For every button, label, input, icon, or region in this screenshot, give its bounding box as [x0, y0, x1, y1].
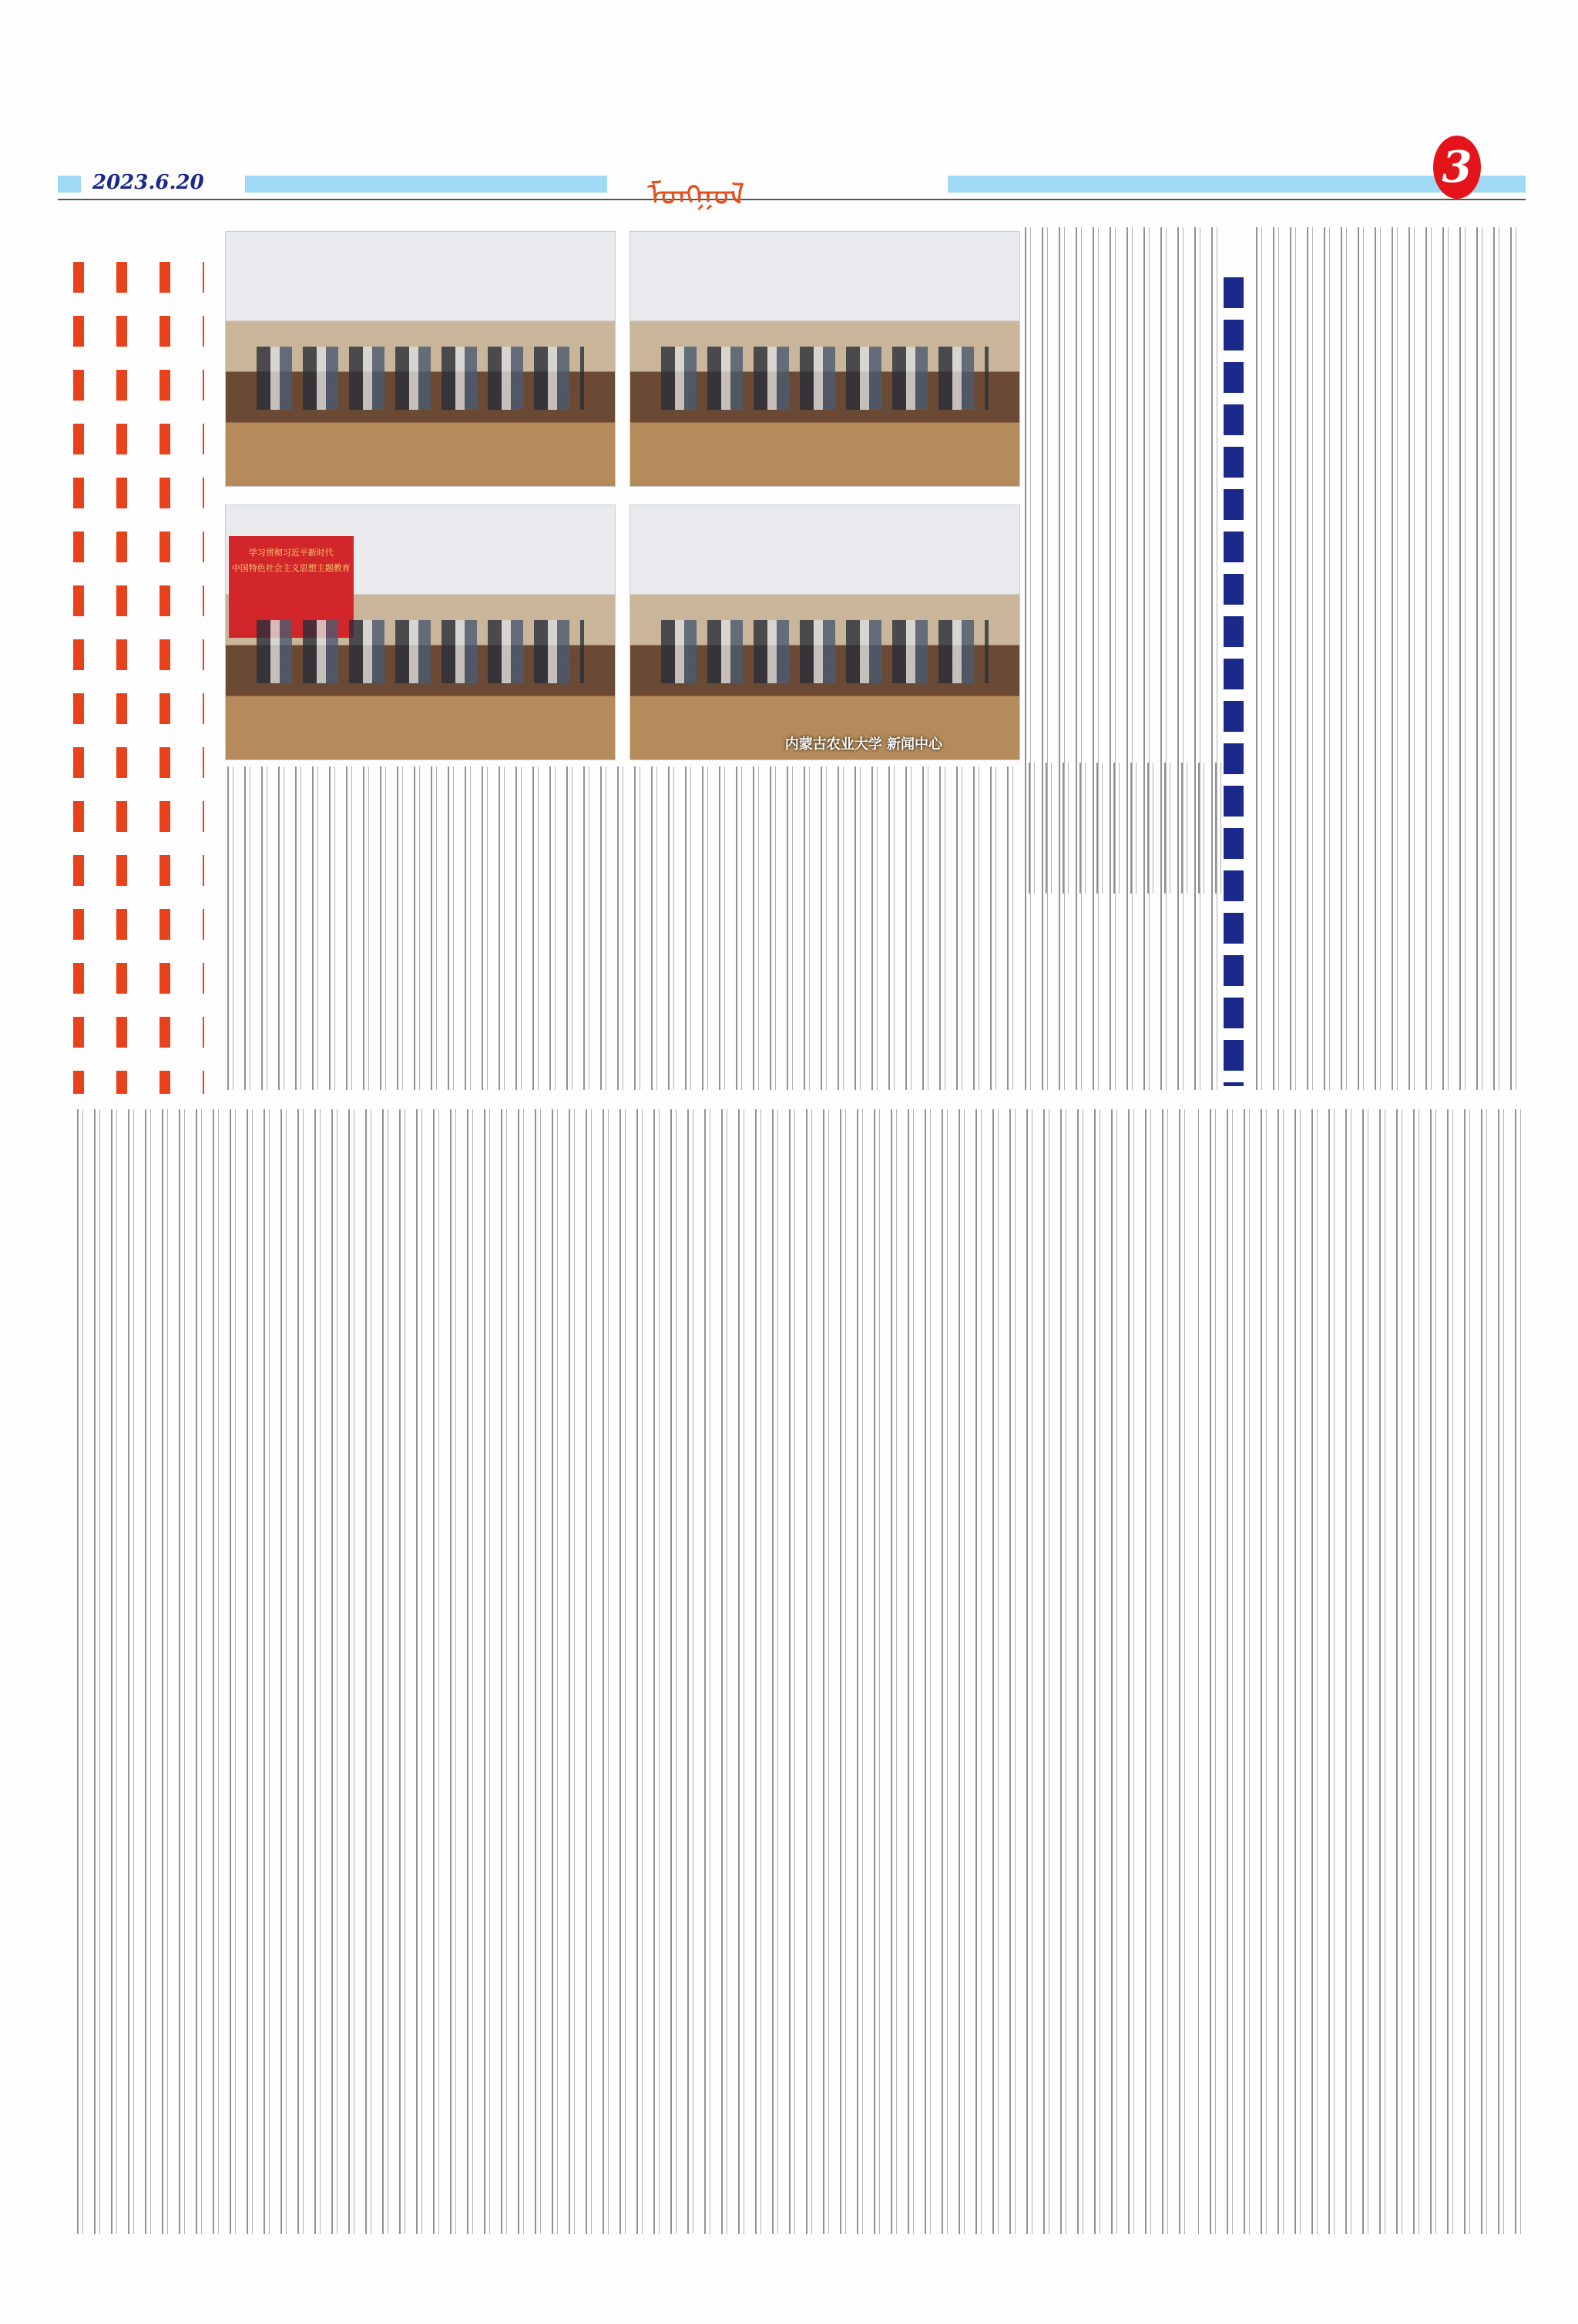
article-text-columns [227, 766, 1021, 1090]
masthead-logo: ᠮᠣᠩᠭᠣᠯ [647, 177, 745, 213]
meeting-photo-1 [225, 231, 616, 487]
article-text-columns [1210, 1109, 1526, 2234]
article-text-columns [1025, 227, 1217, 1090]
headline-vertical [73, 262, 204, 1094]
page-number: 3 [1433, 136, 1481, 199]
article-text-columns [1029, 763, 1221, 894]
header-bar [58, 176, 81, 193]
article-title-vertical [1224, 277, 1244, 1086]
column-divider [1198, 1109, 1199, 2234]
banner-text: 学习贯彻习近平新时代 [248, 547, 334, 558]
watermark-logo: 内蒙古农业大学 新闻中心 [784, 736, 942, 753]
header-bar [245, 176, 607, 193]
article-text-columns [77, 1109, 1187, 2234]
meeting-photo-2 [630, 231, 1020, 487]
issue-date: 2023.6.20 [92, 171, 204, 194]
meeting-photo-3 [225, 505, 616, 760]
meeting-photo-4 [630, 505, 1020, 760]
banner-text: 中国特色社会主义思想主题教育 [231, 562, 351, 573]
spacer [1225, 231, 1226, 1086]
article-text-columns [1256, 227, 1526, 1090]
